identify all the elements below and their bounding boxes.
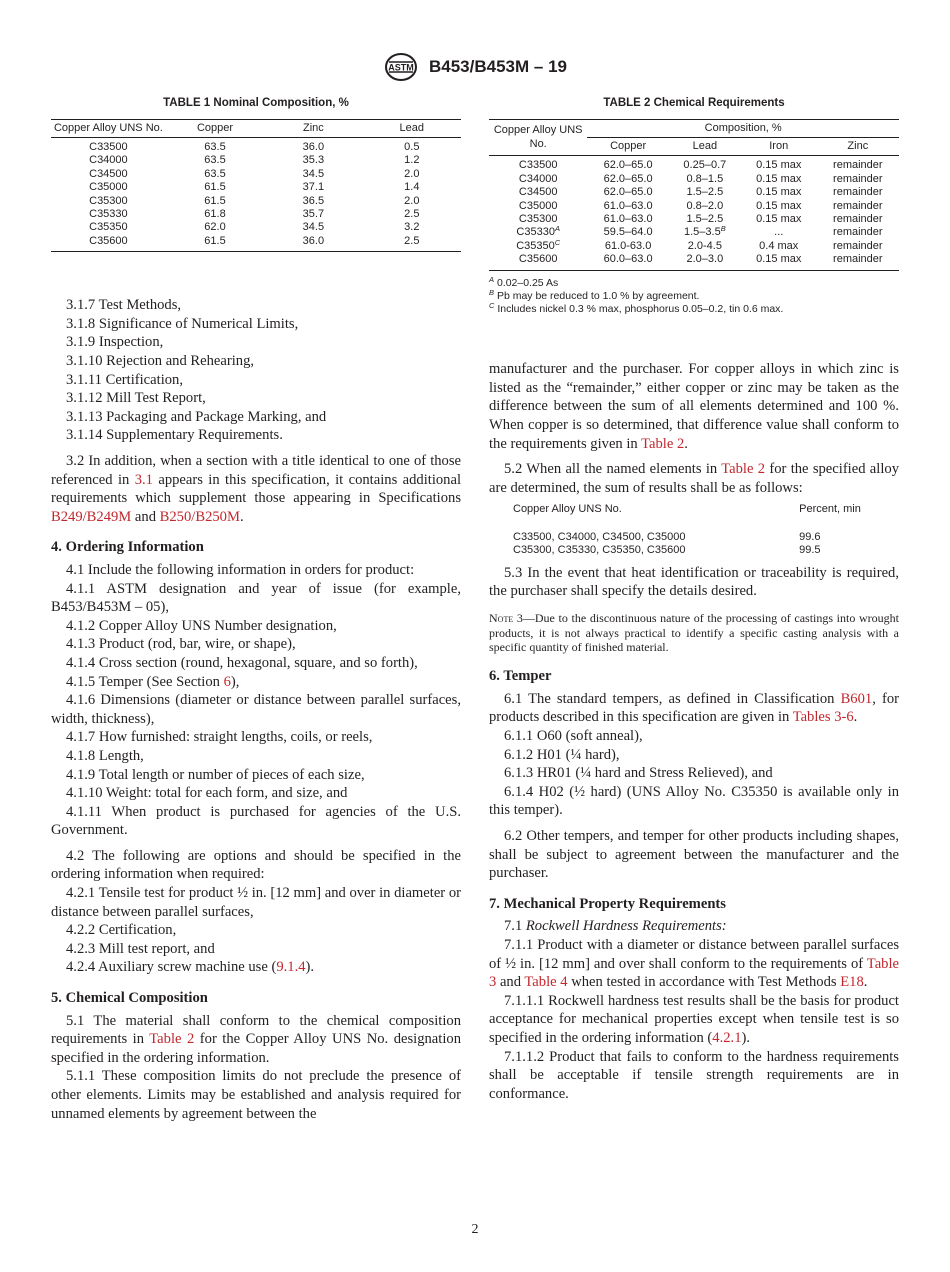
page-number: 2 xyxy=(471,1222,479,1237)
link-table-2[interactable]: Table 2 xyxy=(641,435,685,452)
document-designation: B453/B453M – 19 xyxy=(429,57,567,76)
list-item-3-1: 3.1.11 Certification, xyxy=(66,371,183,388)
table1-row xyxy=(51,154,461,167)
table2-header-zinc: Zinc xyxy=(847,140,869,152)
table2-cell: remainder xyxy=(833,239,883,252)
table1-header-lead: Lead xyxy=(399,121,425,134)
list-item-3-1: 3.1.7 Test Methods, xyxy=(66,297,182,314)
para-4-1-2: 4.1.2 Copper Alloy UNS Number designation, xyxy=(66,617,337,634)
table1-cell: 2.5 xyxy=(363,235,461,252)
table2-footnotes xyxy=(489,274,899,317)
list-item-3-1: 3.1.8 Significance of Numerical Limits, xyxy=(66,315,299,332)
para-5-1: 5.1 The material shall conform to the chemical composition requirements in Table 2 for the Copper Alloy UNS No. designation specified in the ordering information. xyxy=(51,1012,461,1066)
table1-cell: 34.5 xyxy=(302,221,325,234)
table1-cell: 35.7 xyxy=(302,208,325,221)
table1-cell: 37.1 xyxy=(302,181,325,194)
list-item-3-1: 3.1.14 Supplementary Requirements. xyxy=(66,427,283,444)
table1-cell: 36.0 xyxy=(264,235,362,252)
section-6-heading: 6. Temper xyxy=(489,668,552,685)
right-column xyxy=(489,94,899,1103)
table2-row xyxy=(489,226,899,239)
table1-cell: 1.4 xyxy=(404,181,420,194)
link-9-1-4[interactable]: 9.1.4 xyxy=(276,959,306,976)
link-section-6[interactable]: 6 xyxy=(223,673,231,690)
table1-cell: C35330 xyxy=(89,208,128,221)
para-4-2-2: 4.2.2 Certification, xyxy=(66,922,177,939)
table2-caption: TABLE 2 Chemical Requirements xyxy=(603,97,785,109)
para-4-1-4: 4.1.4 Cross section (round, hexagonal, square, and so forth), xyxy=(66,654,418,671)
table1-row xyxy=(51,168,461,181)
para-4-1-3: 4.1.3 Product (rod, bar, wire, or shape), xyxy=(66,636,296,653)
para-5-3: 5.3 In the event that heat identification or traceability is required, the purchaser shall specify the details desired. xyxy=(489,564,899,600)
table2-cell: remainder xyxy=(833,186,883,199)
table1-cell: 2.0 xyxy=(404,167,420,180)
para-7-1: 7.1 Rockwell Hardness Requirements: xyxy=(504,918,727,935)
table2-cell: ... xyxy=(774,226,784,239)
table1-row xyxy=(51,221,461,234)
link-table-3[interactable]: Table 3 xyxy=(489,955,899,991)
table1-cell: 34.5 xyxy=(302,167,325,180)
sum-table-header-percent: Percent, min xyxy=(799,503,861,516)
table2-cell: remainder xyxy=(833,199,883,212)
table2-cell: 0.15 max xyxy=(756,159,802,172)
table2-cell: 0.15 max xyxy=(756,199,802,212)
table2-row xyxy=(489,213,899,226)
table1-cell: 63.5 xyxy=(204,141,226,153)
link-b250[interactable]: B250/B250M xyxy=(159,508,240,525)
table2-row xyxy=(489,156,899,173)
table1-cell: C35350 xyxy=(89,221,128,234)
table1-cell: 35.3 xyxy=(302,154,325,167)
table1-cell: C33500 xyxy=(89,141,128,153)
table2-cell: 62.0–65.0 xyxy=(603,159,653,172)
link-3-1[interactable]: 3.1 xyxy=(134,471,153,488)
para-5-2: 5.2 When all the named elements in Table 2 for the specified alloy are determined, the sum of results shall be as follows: xyxy=(489,461,899,496)
table1-header-alloy: Copper Alloy UNS No. xyxy=(53,121,163,134)
table1-cell: 63.5 xyxy=(204,167,226,180)
table2-cell: remainder xyxy=(833,226,883,239)
link-table-2[interactable]: Table 2 xyxy=(721,461,766,478)
table2-cell: $1.5-3.5^B$ xyxy=(683,224,726,239)
para-5-1-1-continued: manufacturer and the purchaser. For copper alloys in which zinc is listed as the “remainder,” either copper or zinc may be taken as the difference between the sum of all elements determined and 100 %. When copper is so determined, that difference value shall conform to the requirements given in Table 2. xyxy=(489,361,899,452)
list-item-3-1: 3.1.12 Mill Test Report, xyxy=(66,390,206,407)
footnote-mark: B xyxy=(720,224,726,234)
para-6-1-1: 6.1.1 O60 (soft anneal), xyxy=(504,728,643,744)
link-table-2[interactable]: Table 2 xyxy=(149,1031,195,1048)
table1-cell: 0.5 xyxy=(404,141,420,153)
para-6-1-3: 6.1.3 HR01 (¼ hard and Stress Relieved), and xyxy=(504,765,773,782)
table1-cell: C35600 xyxy=(51,235,166,252)
para-4-2-3: 4.2.3 Mill test report, and xyxy=(66,940,215,957)
table2-cell: 61.0–63.0 xyxy=(603,199,653,212)
table1-cell: 3.2 xyxy=(404,221,420,234)
table2-cell: 62.0–65.0 xyxy=(603,186,653,199)
table1-cell: 63.5 xyxy=(204,154,226,167)
table2-footnote: $^B$ Pb may be reduced to 1.0 % by agreement. xyxy=(489,287,700,302)
para-4-1-6: 4.1.6 Dimensions (diameter or distance between parallel surfaces, width, thickness), xyxy=(51,692,461,727)
table1-cell: 2.0 xyxy=(404,194,420,207)
para-4-1-10: 4.1.10 Weight: total for each form, and size, and xyxy=(66,785,348,802)
table2-cell: 1.5–2.5 xyxy=(686,213,724,226)
table1-cell: C35000 xyxy=(89,181,128,194)
table1-cell: 2.5 xyxy=(404,208,420,221)
para-4-1-5: 4.1.5 Temper (See Section 6), xyxy=(66,673,240,690)
table2-cell: 59.5–64.0 xyxy=(603,226,653,239)
table2-header-iron: Iron xyxy=(769,140,789,152)
note-3: Note 3—Due to the discontinuous nature of the processing of castings into wrought products, it is not always practical to identify a specific casting analysis with a specific quantity of finished material. xyxy=(489,610,900,655)
table2-row xyxy=(489,240,899,253)
table2-cell: 0.15 max xyxy=(756,172,802,185)
table2-cell: C35300 xyxy=(518,213,558,226)
table2-header-copper: Copper xyxy=(610,140,647,152)
table2-cell: 0.4 max xyxy=(759,239,799,252)
para-7-1-1: 7.1.1 Product with a diameter or distance between parallel surfaces of ½ in. [12 mm] and over shall conform to the requirements of Table 3 and Table 4 when tested in accordance with Test Methods E18. xyxy=(489,936,899,991)
link-4-2-1[interactable]: 4.2.1 xyxy=(712,1029,742,1046)
left-column xyxy=(51,94,461,1123)
list-item-3-1: 3.1.10 Rejection and Rehearing, xyxy=(66,353,255,370)
svg-text:ASTM: ASTM xyxy=(388,62,414,73)
para-4-1-8: 4.1.8 Length, xyxy=(66,747,144,764)
footnote-mark: A xyxy=(554,224,560,234)
table2-cell: 0.15 max xyxy=(756,213,802,226)
table2-cell: remainder xyxy=(817,253,899,270)
table2-cell: 1.5–2.5 xyxy=(686,186,724,199)
footnote-mark: C xyxy=(554,237,561,247)
table2-cell: C35600 xyxy=(489,253,587,270)
para-4-1-9: 4.1.9 Total length or number of pieces of each size, xyxy=(66,766,365,783)
para-4-1-11: 4.1.11 When product is purchased for agencies of the U.S. Government. xyxy=(51,803,461,839)
table1-cell: 61.5 xyxy=(204,181,226,194)
page-header xyxy=(0,52,950,82)
table1-cell: 1.2 xyxy=(404,154,420,167)
para-7-1-1-2: 7.1.1.2 Product that fails to conform to the hardness requirements shall be acceptable if tensile strength requirements are in conformance. xyxy=(489,1048,899,1102)
link-b249[interactable]: B249/B249M xyxy=(51,508,132,525)
table1-row xyxy=(51,235,461,252)
table2-cell: 0.25–0.7 xyxy=(683,159,727,172)
table2-footnote: $^A$ 0.02–0.25 As xyxy=(489,274,559,289)
table2-header-alloy: Copper Alloy UNS No. xyxy=(493,124,583,150)
list-item-3-1: 3.1.9 Inspection, xyxy=(66,334,164,351)
table2-cell: C34500 xyxy=(518,186,558,199)
table2-row xyxy=(489,253,899,270)
table1-header-copper: Copper xyxy=(196,121,234,134)
link-tables-3-6[interactable]: Tables 3-6 xyxy=(792,709,854,726)
table1-cell: C34500 xyxy=(89,167,128,180)
table2-cell: 61.0–63.0 xyxy=(603,213,653,226)
para-4-1: 4.1 Include the following information in orders for product: xyxy=(66,561,415,578)
table1-cell: C34000 xyxy=(89,154,128,167)
para-6-2: 6.2 Other tempers, and temper for other products including shapes, shall be subject to agreement between the manufacturer and the purchaser. xyxy=(489,827,899,882)
para-6-1-2: 6.1.2 H01 (¼ hard), xyxy=(504,746,620,763)
table2-cell: C33500 xyxy=(518,159,558,172)
table1-cell: 36.0 xyxy=(302,141,325,153)
para-4-2-1: 4.2.1 Tensile test for product ½ in. [12 mm] and over in diameter or distance between parallel surfaces, xyxy=(51,885,461,920)
list-item-3-1: 3.1.13 Packaging and Package Marking, and xyxy=(66,408,327,425)
astm-logo-icon xyxy=(383,52,419,82)
section-7-heading: 7. Mechanical Property Requirements xyxy=(489,895,726,912)
para-4-1-7: 4.1.7 How furnished: straight lengths, coils, or reels, xyxy=(66,729,373,746)
table2-cell: $C35330^A$ xyxy=(516,224,560,239)
para-3-2: 3.2 In addition, when a section with a title identical to one of those referenced in 3.1 appears in this specification, it contains additional requirements which supplement those appearing in Specifications B249/B249M and B250/B250M. xyxy=(51,453,461,525)
table1-cell: 61.5 xyxy=(166,235,264,252)
table1-cell: 62.0 xyxy=(204,221,226,234)
table2-cell: 60.0–63.0 xyxy=(587,253,668,270)
sum-table-cell: C33500, C34000, C34500, C35000 xyxy=(513,530,686,543)
table2-cell: 0.15 max xyxy=(741,253,817,270)
table2-row xyxy=(489,173,899,186)
table2-cell: 0.8–1.5 xyxy=(686,172,724,185)
sum-table-cell: C35300, C35330, C35350, C35600 xyxy=(513,544,686,557)
table2-cell: C34000 xyxy=(518,172,558,185)
table1-nominal-composition xyxy=(51,119,461,253)
table2-cell: 2.0–3.0 xyxy=(669,253,741,270)
para-4-2: 4.2 The following are options and should be specified in the ordering information when required: xyxy=(51,847,461,883)
link-b601[interactable]: B601 xyxy=(840,690,873,707)
table2-header-composition: Composition, % xyxy=(587,119,899,137)
table1-header-zinc: Zinc xyxy=(302,121,324,134)
sum-of-results-table xyxy=(489,503,899,557)
note-3-label: Note 3 xyxy=(489,610,523,625)
table2-cell: remainder xyxy=(833,159,883,172)
sum-table-cell: 99.5 xyxy=(799,544,821,557)
table1-cell: 36.5 xyxy=(302,194,325,207)
table1-caption: TABLE 1 Nominal Composition, % xyxy=(163,97,349,109)
table1-row xyxy=(51,138,461,155)
para-5-1-1: 5.1.1 These composition limits do not preclude the presence of other elements. Limits may be established and analysis required for unnamed elements by agreement between the xyxy=(51,1068,461,1122)
table2-cell: $C35350^C$ xyxy=(516,237,561,252)
table1-cell: 61.8 xyxy=(204,208,226,221)
table2-cell: 0.15 max xyxy=(756,186,802,199)
table1-cell: C35300 xyxy=(89,194,128,207)
table2-footnote: $^C$ Includes nickel 0.3 % max, phosphorus 0.05–0.2, tin 0.6 max. xyxy=(489,301,784,316)
table2-cell: 62.0–65.0 xyxy=(603,172,653,185)
table1-row xyxy=(51,208,461,221)
table2-header-lead: Lead xyxy=(692,140,718,152)
sum-table-cell: 99.6 xyxy=(799,530,821,543)
para-6-1-4: 6.1.4 H02 (½ hard) (UNS Alloy No. C35350 is available only in this temper). xyxy=(489,783,899,819)
table2-cell: 2.0-4.5 xyxy=(687,239,722,252)
table2-chemical-requirements xyxy=(489,119,899,271)
para-4-2-4: 4.2.4 Auxiliary screw machine use (9.1.4). xyxy=(66,959,315,976)
table2-cell: 61.0-63.0 xyxy=(604,239,652,252)
section-5-heading: 5. Chemical Composition xyxy=(51,990,208,1007)
table1-row xyxy=(51,181,461,194)
table2-row xyxy=(489,186,899,199)
table1-cell: 61.5 xyxy=(204,194,226,207)
table2-cell: remainder xyxy=(833,213,883,226)
link-e18[interactable]: E18 xyxy=(840,974,864,991)
table2-cell: 0.8–2.0 xyxy=(686,199,724,212)
link-table-4[interactable]: Table 4 xyxy=(524,974,568,991)
section-4-heading: 4. Ordering Information xyxy=(51,539,204,556)
para-4-1-1: 4.1.1 ASTM designation and year of issue (for example, B453/B453M – 05), xyxy=(51,580,461,616)
para-7-1-1-1: 7.1.1.1 Rockwell hardness test results shall be the basis for product acceptance for mechanical properties except when tensile test is so specified in the ordering information (4.2.1). xyxy=(489,992,899,1046)
sum-table-header-alloy: Copper Alloy UNS No. xyxy=(513,503,622,516)
para-6-1: 6.1 The standard tempers, as defined in Classification B601, for products described in this specification are given in Tables 3-6. xyxy=(489,690,899,726)
table2-cell: remainder xyxy=(833,172,883,185)
table2-row xyxy=(489,200,899,213)
table1-row xyxy=(51,195,461,208)
table2-cell: C35000 xyxy=(518,199,558,212)
